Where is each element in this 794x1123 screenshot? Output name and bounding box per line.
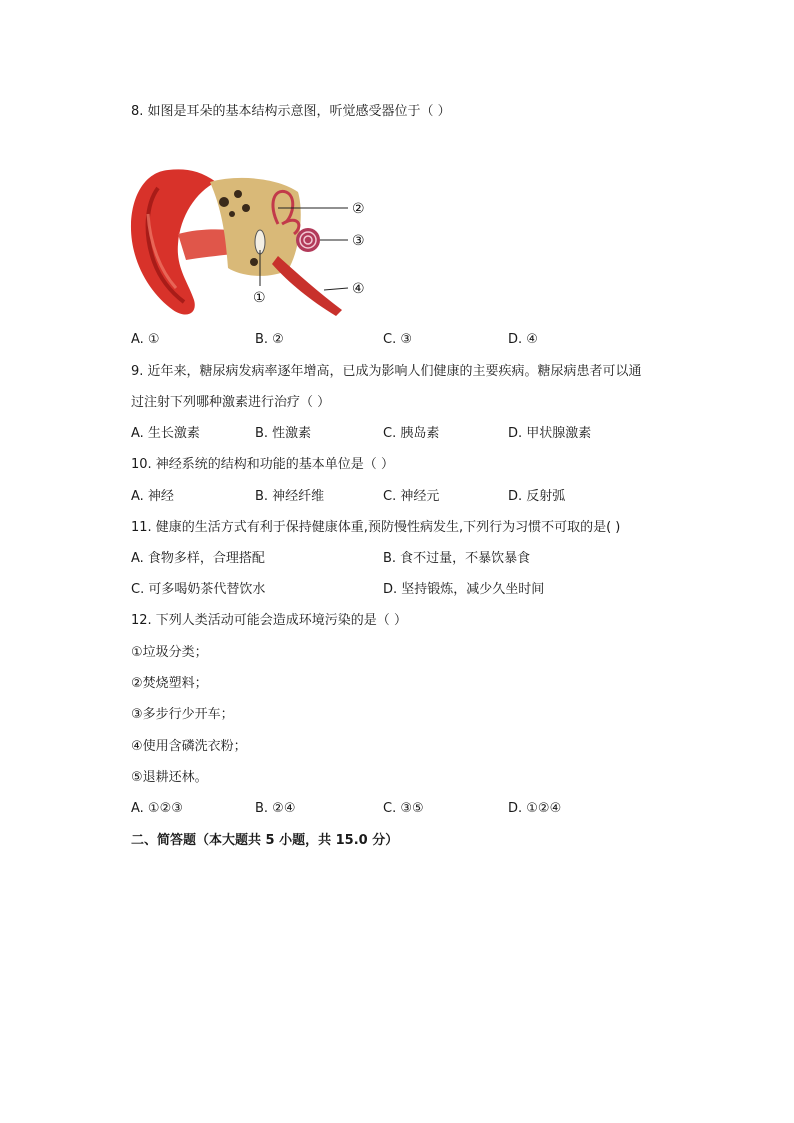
q12-item-1: ①垃圾分类；	[131, 645, 208, 660]
q8-option-d: D. ④	[508, 332, 538, 347]
eustachian-tube-shape	[272, 256, 342, 316]
q11-option-a: A. 食物多样，合理搭配	[131, 551, 265, 566]
q10-option-d: D. 反射弧	[508, 489, 566, 504]
q9-option-a: A. 生长激素	[131, 426, 200, 441]
q12-item-4: ④使用含磷洗衣粉；	[131, 739, 247, 754]
figure-label-2: ②	[352, 201, 365, 217]
figure-label-1: ①	[253, 290, 266, 306]
q12-item-2: ②焚烧塑料；	[131, 676, 208, 691]
figure-label-4: ④	[352, 281, 365, 297]
section-heading: 二、简答题（本大题共 5 小题，共 15.0 分）	[131, 833, 399, 848]
q8-option-c: C. ③	[383, 332, 412, 347]
q8-stem: 8. 如图是耳朵的基本结构示意图，听觉感受器位于（ ）	[131, 104, 451, 119]
q12-item-5: ⑤退耕还林。	[131, 770, 208, 785]
q12-option-c: C. ③⑤	[383, 801, 424, 816]
q12-option-b: B. ②④	[255, 801, 296, 816]
q11-option-c: C. 可多喝奶茶代替饮水	[131, 582, 266, 597]
figure-label-3: ③	[352, 233, 365, 249]
q11-option-b: B. 食不过量，不暴饮暴食	[383, 551, 531, 566]
q9-option-d: D. 甲状腺激素	[508, 426, 592, 441]
q10-stem: 10. 神经系统的结构和功能的基本单位是（ ）	[131, 457, 394, 472]
q12-stem: 12. 下列人类活动可能会造成环境污染的是（ ）	[131, 613, 407, 628]
q11-option-d: D. 坚持锻炼，减少久坐时间	[383, 582, 545, 597]
q9-stem-line2: 过注射下列哪种激素进行治疗（ ）	[131, 395, 331, 410]
q8-option-b: B. ②	[255, 332, 284, 347]
q12-option-a: A. ①②③	[131, 801, 183, 816]
q9-option-b: B. 性激素	[255, 426, 312, 441]
q9-option-c: C. 胰岛素	[383, 426, 440, 441]
q11-stem: 11. 健康的生活方式有利于保持健康体重,预防慢性病发生,下列行为习惯不可取的是( )	[131, 520, 621, 535]
q12-option-d: D. ①②④	[508, 801, 562, 816]
q10-option-a: A. 神经	[131, 489, 174, 504]
ear-structure-figure	[128, 164, 378, 319]
q10-option-c: C. 神经元	[383, 489, 440, 504]
q9-stem-line1: 9. 近年来，糖尿病发病率逐年增高，已成为影响人们健康的主要疾病。糖尿病患者可以通	[131, 364, 642, 379]
q10-option-b: B. 神经纤维	[255, 489, 325, 504]
q12-item-3: ③多步行少开车；	[131, 707, 234, 722]
q8-option-a: A. ①	[131, 332, 160, 347]
